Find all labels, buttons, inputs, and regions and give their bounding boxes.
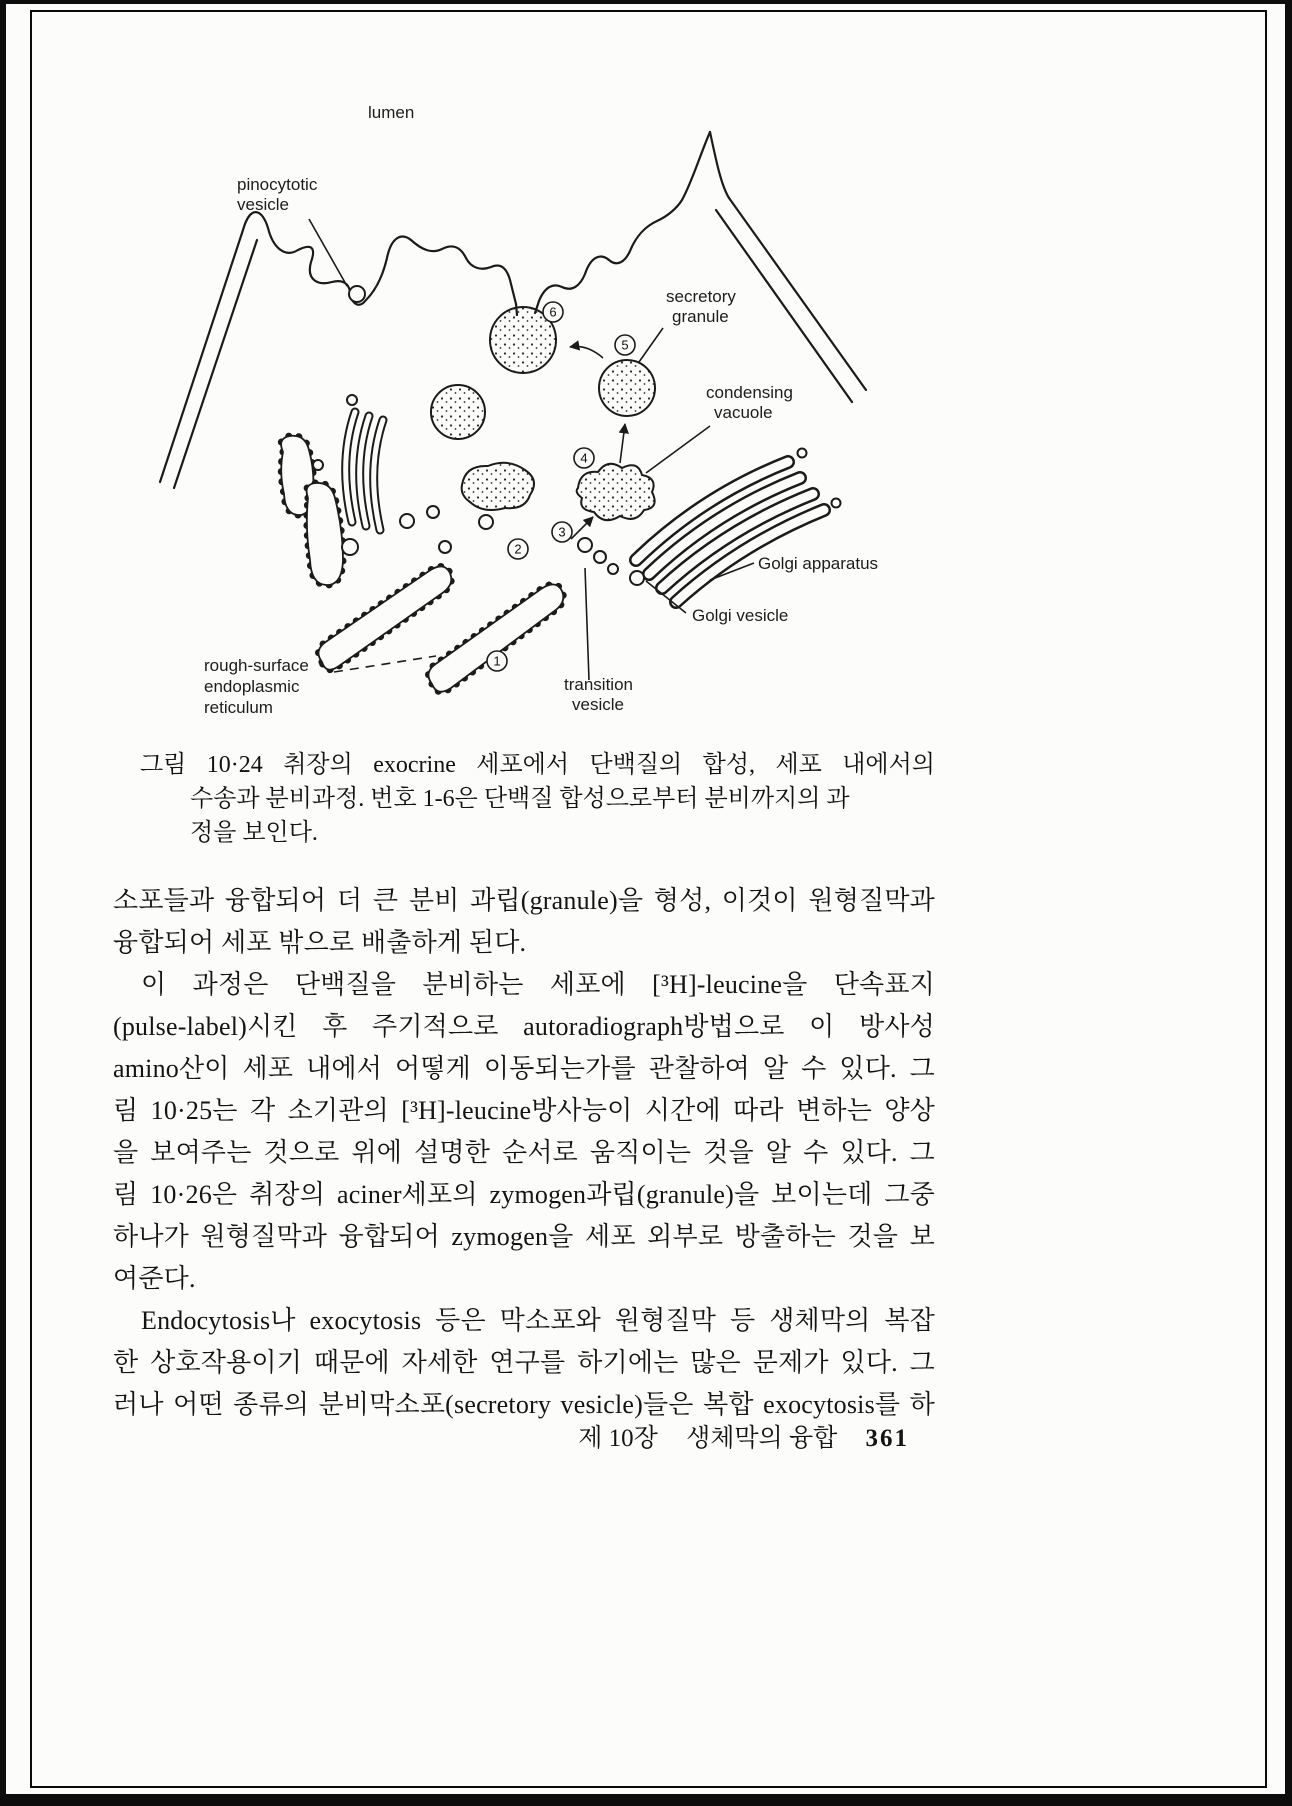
svg-text:5: 5	[621, 337, 629, 353]
golgi-apparatus-shape	[636, 449, 841, 603]
condensing-vacuole-shape	[577, 464, 655, 520]
body-line: 소포들과 융합되어 더 큰 분비 과립(granule)을 형성, 이것이 원형질막과	[113, 886, 935, 915]
page-footer	[113, 1418, 935, 1454]
body-line: 림 10·25는 각 소기관의 [³H]-leucine방사능이 시간에 따라 변하는 양상	[113, 1096, 935, 1125]
caption-line: 그림 10·24 취장의 exocrine 세포에서 단백질의 합성, 세포 내에서의	[140, 752, 935, 778]
lumen-label: lumen	[368, 103, 415, 122]
body-line: 융합되어 세포 밖으로 배출하게 된다.	[113, 928, 527, 957]
pinocytotic-vesicle-label: vesicle	[237, 195, 289, 214]
secretory-granule-shape	[599, 360, 655, 416]
body-line: 여준다.	[113, 1264, 196, 1293]
body-line: (pulse-label)시킨 후 주기적으로 autoradiograph방법으로 이 방사성	[113, 1012, 935, 1041]
pinocytotic-vesicle-shape	[349, 286, 365, 302]
svg-text:3: 3	[558, 524, 566, 540]
step-number-2	[508, 539, 528, 559]
secretory-granule-label: secretory	[666, 287, 736, 306]
caption-line: 정을 보인다.	[190, 820, 318, 846]
transition-vesicle-label: transition	[564, 675, 633, 694]
step-number-6	[543, 302, 563, 322]
golgi-vesicle-shape	[630, 571, 644, 585]
caption-line: 수송과 분비과정. 번호 1-6은 단백질 합성으로부터 분비까지의 과	[190, 786, 850, 812]
svg-text:1: 1	[493, 653, 501, 669]
er-cisternae-shapes	[346, 412, 383, 530]
transition-vesicle-label: vesicle	[572, 695, 624, 714]
rough-er-label: reticulum	[204, 698, 273, 717]
svg-text:6: 6	[549, 304, 557, 320]
stippled-body-shape	[462, 463, 534, 510]
body-line: 한 상호작용이기 때문에 자세한 연구를 하기에는 많은 문제가 있다. 그	[113, 1348, 935, 1377]
body-line: 이 과정은 단백질을 분비하는 세포에 [³H]-leucine을 단속표지	[141, 970, 935, 999]
svg-text:2: 2	[514, 541, 522, 557]
footer-section: 생체막의 융합	[686, 1425, 838, 1452]
body-line: 러나 어떤 종류의 분비막소포(secretory vesicle)들은 복합 exocytosis를 하	[113, 1390, 935, 1419]
pinocytotic-vesicle-label: pinocytotic	[237, 175, 318, 194]
body-text	[113, 880, 935, 1426]
figure-caption	[140, 748, 935, 850]
body-line: Endocytosis나 exocytosis 등은 막소포와 원형질막 등 생체막의 복잡	[141, 1306, 935, 1335]
svg-text:4: 4	[580, 450, 588, 466]
cell-diagram	[80, 90, 1070, 750]
body-line: 하나가 원형질막과 융합되어 zymogen을 세포 외부로 방출하는 것을 보	[113, 1222, 935, 1251]
step-number-5	[615, 335, 635, 355]
condensing-vacuole-label: vacuole	[714, 403, 773, 422]
rough-er-label: endoplasmic	[204, 677, 300, 696]
step-number-1	[487, 651, 507, 671]
secretory-granule-label: granule	[672, 307, 729, 326]
step-number-4	[574, 448, 594, 468]
golgi-vesicle-label: Golgi vesicle	[692, 606, 789, 625]
golgi-apparatus-label: Golgi apparatus	[758, 554, 879, 573]
page-number: 361	[865, 1425, 909, 1452]
free-granule-shape	[431, 385, 485, 439]
rough-er-label: rough-surface	[204, 656, 309, 675]
footer-chapter: 제 10장	[578, 1425, 658, 1452]
body-line: 림 10·26은 취장의 aciner세포의 zymogen과립(granule)을 보이는데 그중	[113, 1180, 935, 1209]
body-line: amino산이 세포 내에서 어떻게 이동되는가를 관찰하여 알 수 있다. 그	[113, 1054, 935, 1083]
body-line: 을 보여주는 것으로 위에 설명한 순서로 움직이는 것을 알 수 있다. 그	[113, 1138, 935, 1167]
step-number-3	[552, 522, 572, 542]
condensing-vacuole-label: condensing	[706, 383, 793, 402]
